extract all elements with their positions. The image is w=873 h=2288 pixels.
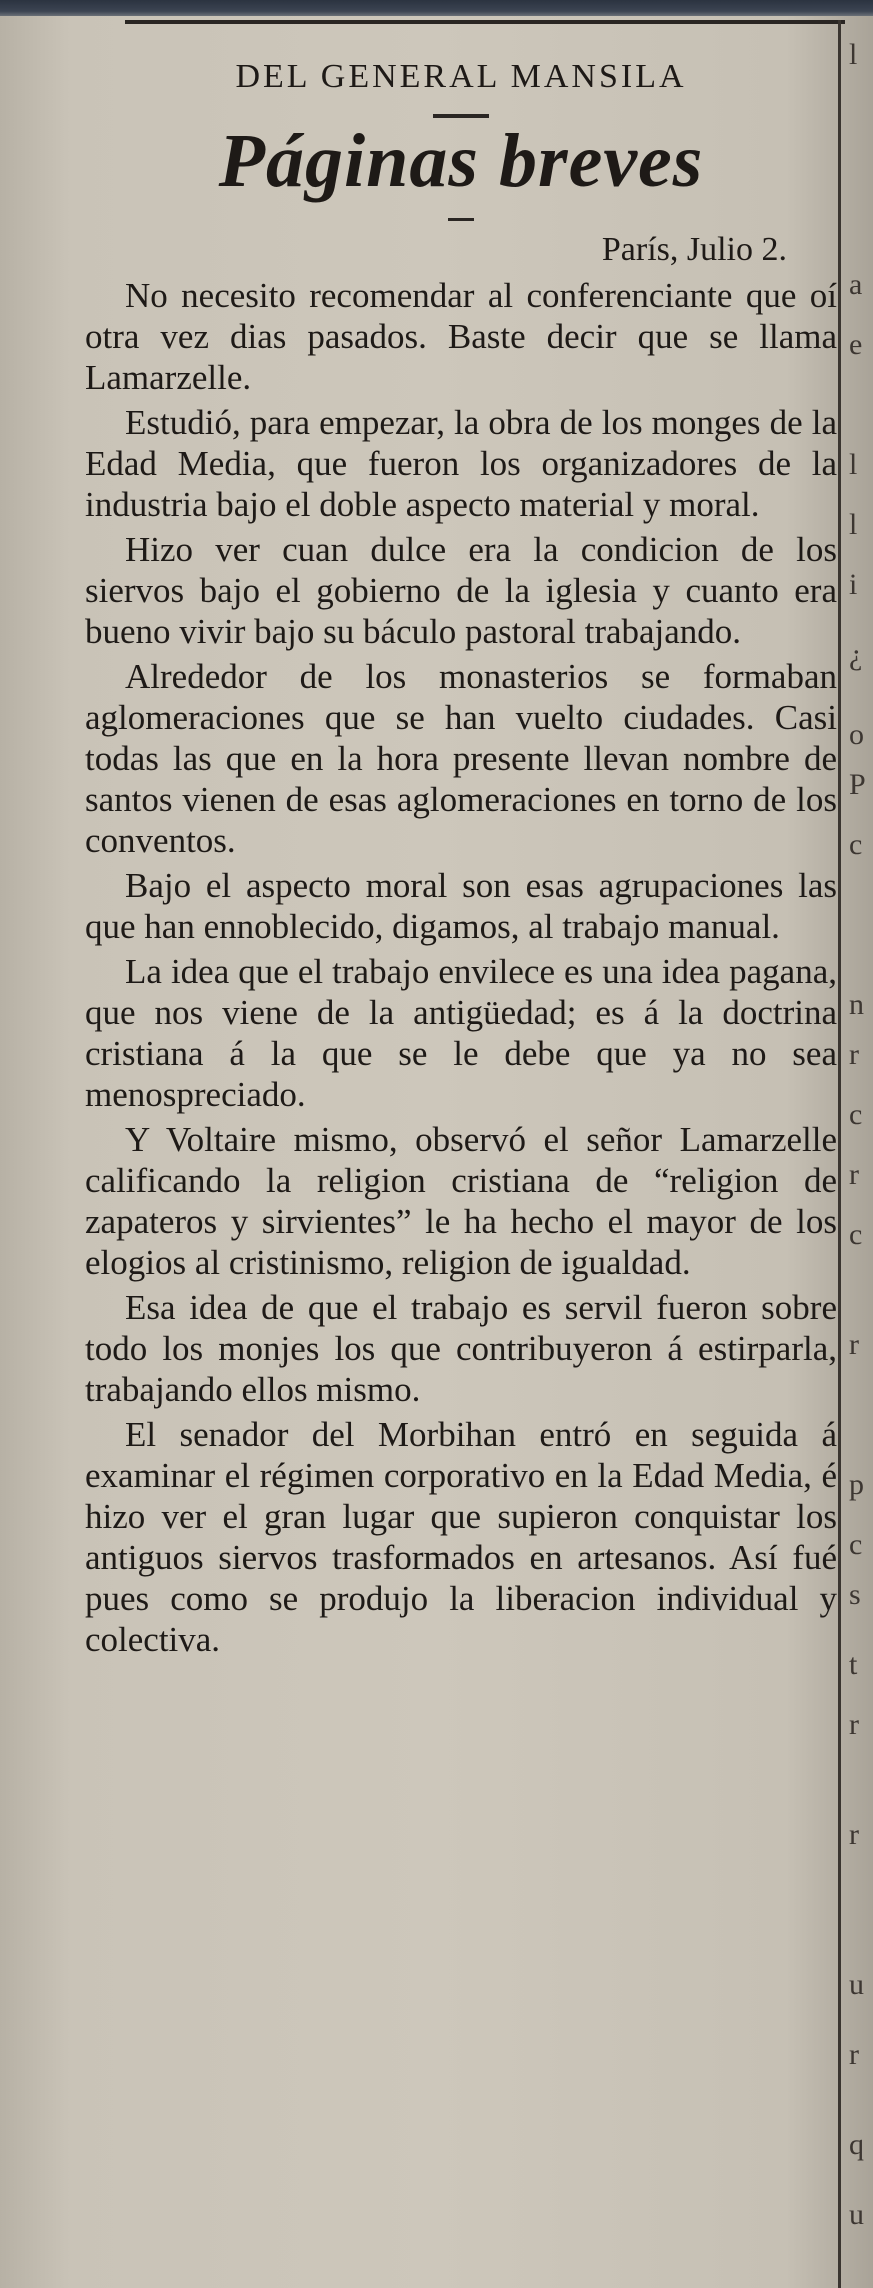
adjacent-letter: r [849,1038,859,1071]
adjacent-letter: e [849,328,863,361]
title-rule [448,218,474,221]
top-edge-bar [0,0,873,16]
adjacent-letter: a [849,268,863,301]
adjacent-letter: l [849,38,858,71]
adjacent-letter: l [849,508,858,541]
adjacent-letter: c [849,1528,863,1561]
adjacent-letter: c [849,1218,863,1251]
paragraph: El senador del Morbihan entró en seguida á examinar el régimen corporativo en la Edad Media, é hizo ver el gran lugar que supieron conquistar los antiguos siervos trasformados en artesanos. Así fué pues como se produjo la liberacion individual y colectiva. [85,1414,837,1659]
article-body [85,275,837,1660]
paragraph: La idea que el trabajo envilece es una idea pagana, que nos viene de la antigüedad; es á la doctrina cristiana á la que se le debe que ya no sea menospreciado. [85,951,837,1114]
paragraph: No necesito recomendar al conferenciante que oí otra vez dias pasados. Baste decir que se llama Lamarzelle. [85,275,837,397]
top-rule [125,20,845,24]
adjacent-letter: q [849,2128,864,2161]
adjacent-letter: ¿ [849,638,863,671]
adjacent-letter: l [849,448,858,481]
paragraph: Hizo ver cuan dulce era la condicion de los siervos bajo el gobierno de la iglesia y cuanto era bueno vivir bajo su báculo pastoral trabajando. [85,529,837,651]
paragraph: Alrededor de los monasterios se formaban aglomeraciones que se han vuelto ciudades. Casi todas las que en la hora presente llevan nombre de santos vienen de esas aglomeraciones en torno de los conventos. [85,656,837,860]
adjacent-column-fragment [845,40,873,2280]
adjacent-letter: p [849,1468,864,1501]
adjacent-letter: t [849,1648,858,1681]
adjacent-letter: c [849,1098,863,1131]
adjacent-letter: r [849,1158,859,1191]
article [85,28,837,1664]
adjacent-letter: r [849,1818,859,1851]
adjacent-letter: P [849,768,866,801]
adjacent-letter: r [849,1328,859,1361]
paragraph: Y Voltaire mismo, observó el señor Lamarzelle calificando la religion cristiana de “religion de zapateros y sirvientes” le ha hecho el mayor de los elogios al cristinismo, religion de igualdad. [85,1119,837,1282]
adjacent-letter: c [849,828,863,861]
adjacent-letter: i [849,568,858,601]
heading-rule [433,114,489,118]
adjacent-letter: r [849,2038,859,2071]
column-divider [838,20,841,2288]
paragraph: Esa idea de que el trabajo es servil fueron sobre todo los monjes los que contribuyeron á estirparla, trabajando ellos mismo. [85,1287,837,1409]
paragraph: Bajo el aspecto moral son esas agrupaciones las que han ennoblecido, digamos, al trabajo manual. [85,865,837,946]
adjacent-letter: u [849,2198,864,2231]
adjacent-letter: n [849,988,864,1021]
article-title: Páginas breves [218,119,704,203]
paragraph: Estudió, para empezar, la obra de los monges de la Edad Media, que fueron los organizadores de la industria bajo el doble aspecto material y moral. [85,402,837,524]
section-heading: DEL GENERAL MANSILA [235,58,687,95]
dateline: París, Julio 2. [601,230,787,268]
adjacent-letter: u [849,1968,864,2001]
adjacent-letter: r [849,1708,859,1741]
adjacent-letter: s [849,1578,861,1611]
adjacent-letter: o [849,718,864,751]
